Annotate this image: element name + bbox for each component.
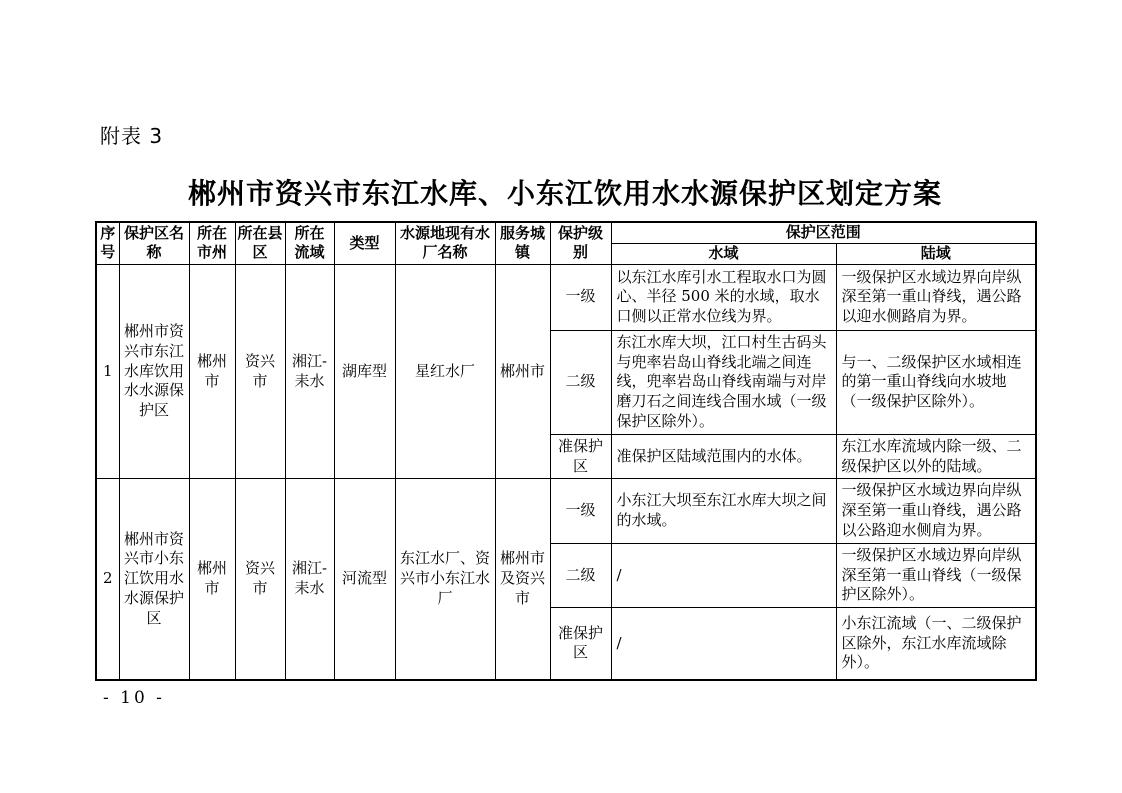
cell-water-range: /	[611, 608, 836, 680]
cell-served: 郴州市	[495, 264, 550, 479]
cell-land-range: 东江水库流域内除一级、二级保护区以外的陆域。	[836, 434, 1036, 479]
cell-land-range: 与一、二级保护区水域相连的第一重山脊线向水坡地（一级保护区除外）。	[836, 330, 1036, 434]
cell-level: 准保护区	[550, 608, 611, 680]
header-row-1	[96, 222, 1036, 243]
header-type: 类型	[334, 222, 395, 264]
cell-level: 一级	[550, 264, 611, 330]
cell-basin: 湘江-耒水	[285, 264, 334, 479]
cell-land-range: 一级保护区水域边界向岸纵深至第一重山脊线（一级保护区除外）。	[836, 543, 1036, 607]
cell-seq: 1	[96, 264, 119, 479]
cell-land-range: 小东江流域（一、二级保护区除外，东江水库流域除外）。	[836, 608, 1036, 680]
cell-county: 资兴市	[235, 479, 285, 680]
cell-type: 河流型	[334, 479, 395, 680]
cell-plant: 东江水厂、资兴市小东江水厂	[395, 479, 495, 680]
header-range: 保护区范围	[611, 222, 1036, 243]
cell-water-range: /	[611, 543, 836, 607]
cell-city: 郴州市	[189, 479, 235, 680]
cell-land-range: 一级保护区水域边界向岸纵深至第一重山脊线，遇公路以公路迎水侧肩为界。	[836, 479, 1036, 543]
header-basin: 所在流域	[285, 222, 334, 264]
cell-level: 二级	[550, 330, 611, 434]
header-water: 水域	[611, 243, 836, 264]
document-title: 郴州市资兴市东江水库、小东江饮用水水源保护区划定方案	[187, 177, 942, 210]
cell-zone-name: 郴州市资兴市小东江饮用水水源保护区	[119, 479, 189, 680]
cell-land-range: 一级保护区水域边界向岸纵深至第一重山脊线，遇公路以迎水侧路肩为界。	[836, 264, 1036, 330]
header-county: 所在县区	[235, 222, 285, 264]
cell-city: 郴州市	[189, 264, 235, 479]
table-row	[96, 479, 1036, 543]
table-row	[96, 264, 1036, 330]
header-served: 服务城镇	[495, 222, 550, 264]
cell-basin: 湘江-耒水	[285, 479, 334, 680]
header-city: 所在市州	[189, 222, 235, 264]
cell-seq: 2	[96, 479, 119, 680]
cell-water-range: 以东江水库引水工程取水口为圆心、半径 500 米的水域，取水口侧以正常水位线为界。	[611, 264, 836, 330]
cell-zone-name: 郴州市资兴市东江水库饮用水水源保护区	[119, 264, 189, 479]
appendix-label: 附表 3	[100, 124, 164, 148]
cell-served: 郴州市及资兴市	[495, 479, 550, 680]
header-land: 陆域	[836, 243, 1036, 264]
cell-level: 准保护区	[550, 434, 611, 479]
cell-plant: 星红水厂	[395, 264, 495, 479]
page-number: - 10 -	[103, 688, 165, 708]
cell-water-range: 东江水库大坝，江口村生古码头与兜率岩岛山脊线北端之间连线，兜率岩岛山脊线南端与对岸磨刀石之间连线合围水域（一级保护区除外）。	[611, 330, 836, 434]
header-name: 保护区名称	[119, 222, 189, 264]
cell-level: 二级	[550, 543, 611, 607]
cell-county: 资兴市	[235, 264, 285, 479]
header-level: 保护级别	[550, 222, 611, 264]
cell-water-range: 准保护区陆域范围内的水体。	[611, 434, 836, 479]
header-seq: 序号	[96, 222, 119, 264]
cell-level: 一级	[550, 479, 611, 543]
protection-zone-table	[95, 221, 1037, 681]
cell-type: 湖库型	[334, 264, 395, 479]
cell-water-range: 小东江大坝至东江水库大坝之间的水域。	[611, 479, 836, 543]
header-plant: 水源地现有水厂名称	[395, 222, 495, 264]
